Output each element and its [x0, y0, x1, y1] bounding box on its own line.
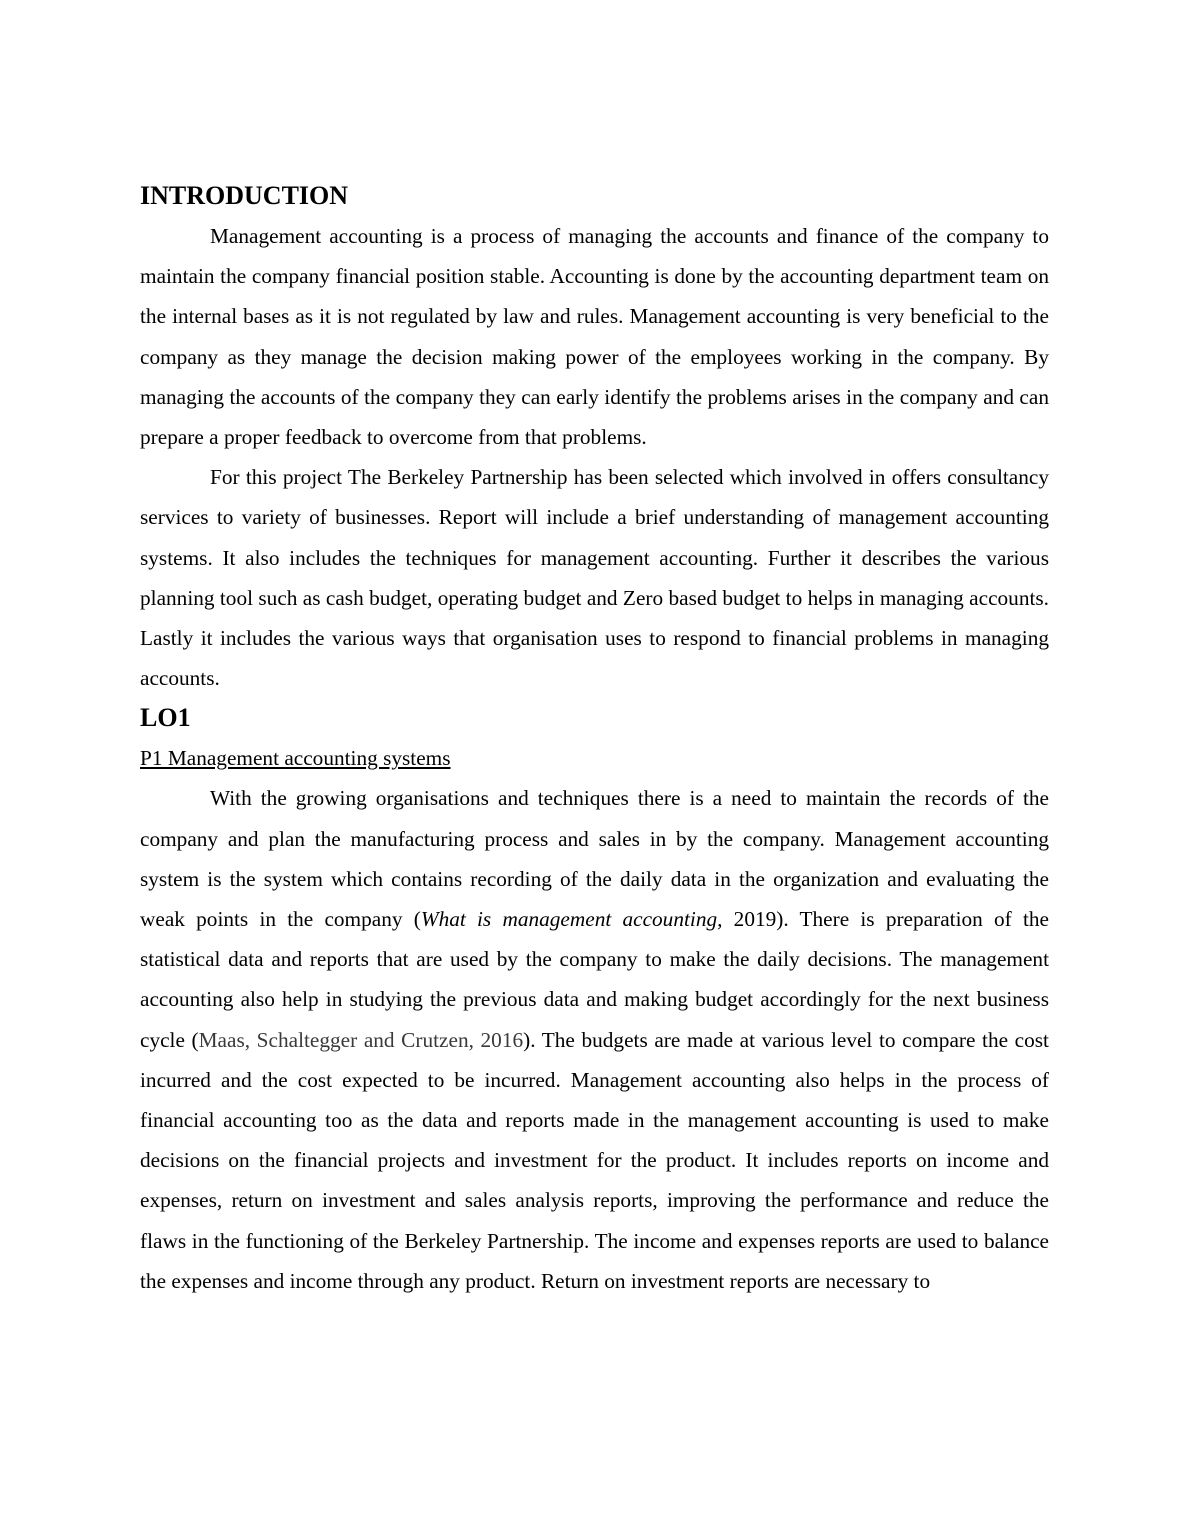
lo1-text-b: 2019). There is preparation of the statistical data and reports that are used by the company to make the daily decisions. The management accounting also help in studying the previous data and making budget accordingly for the next business cycle (	[140, 907, 1049, 1052]
intro-paragraph-2: For this project The Berkeley Partnership has been selected which involved in offers consultancy services to variety of businesses. Report will include a brief understanding of management accounting systems. It also includes the techniques for management accounting. Further it describes the various planning tool such as cash budget, operating budget and Zero based budget to helps in managing accounts. Lastly it includes the various ways that organisation uses to respond to financial problems in managing accounts.	[140, 465, 1049, 691]
lo1-text-a: With the growing organisations and techniques there is a need to maintain the records of the company and plan the manufacturing process and sales in by the company. Management accounting system is the system which contains recording of the daily data in the organization and evaluating the weak points in the company (	[140, 786, 1049, 932]
lo1-paragraph	[140, 778, 1049, 1301]
intro-paragraph-1: Management accounting is a process of managing the accounts and finance of the company to maintain the company financial position stable. Accounting is done by the accounting department team on the internal bases as it is not regulated by law and rules. Management accounting is very beneficial to the company as they manage the decision making power of the employees working in the company. By managing the accounts of the company they can early identify the problems arises in the company and can prepare a proper feedback to overcome from that problems.	[140, 224, 1049, 450]
lo1-text-c: ). The budgets are made at various level to compare the cost incurred and the cost expected to be incurred. Management accounting also helps in the process of financial accounting too as the data and reports made in the management accounting is used to make decisions on the financial projects and investment for the product. It includes reports on income and expenses, return on investment and sales analysis reports, improving the performance and reduce the flaws in the functioning of the Berkeley Partnership. The income and expenses reports are used to balance the expenses and income through any product. Return on investment reports are necessary to	[140, 1027, 1049, 1293]
citation-what-is-management-accounting: What is management accounting,	[420, 907, 723, 932]
p1-subheading: P1 Management accounting systems	[140, 746, 451, 771]
lo1-heading: LO1	[140, 703, 191, 733]
intro-heading: INTRODUCTION	[140, 181, 349, 210]
citation-maas: Maas, Schaltegger and Crutzen, 2016	[198, 1027, 524, 1052]
document-page	[140, 176, 1049, 1301]
